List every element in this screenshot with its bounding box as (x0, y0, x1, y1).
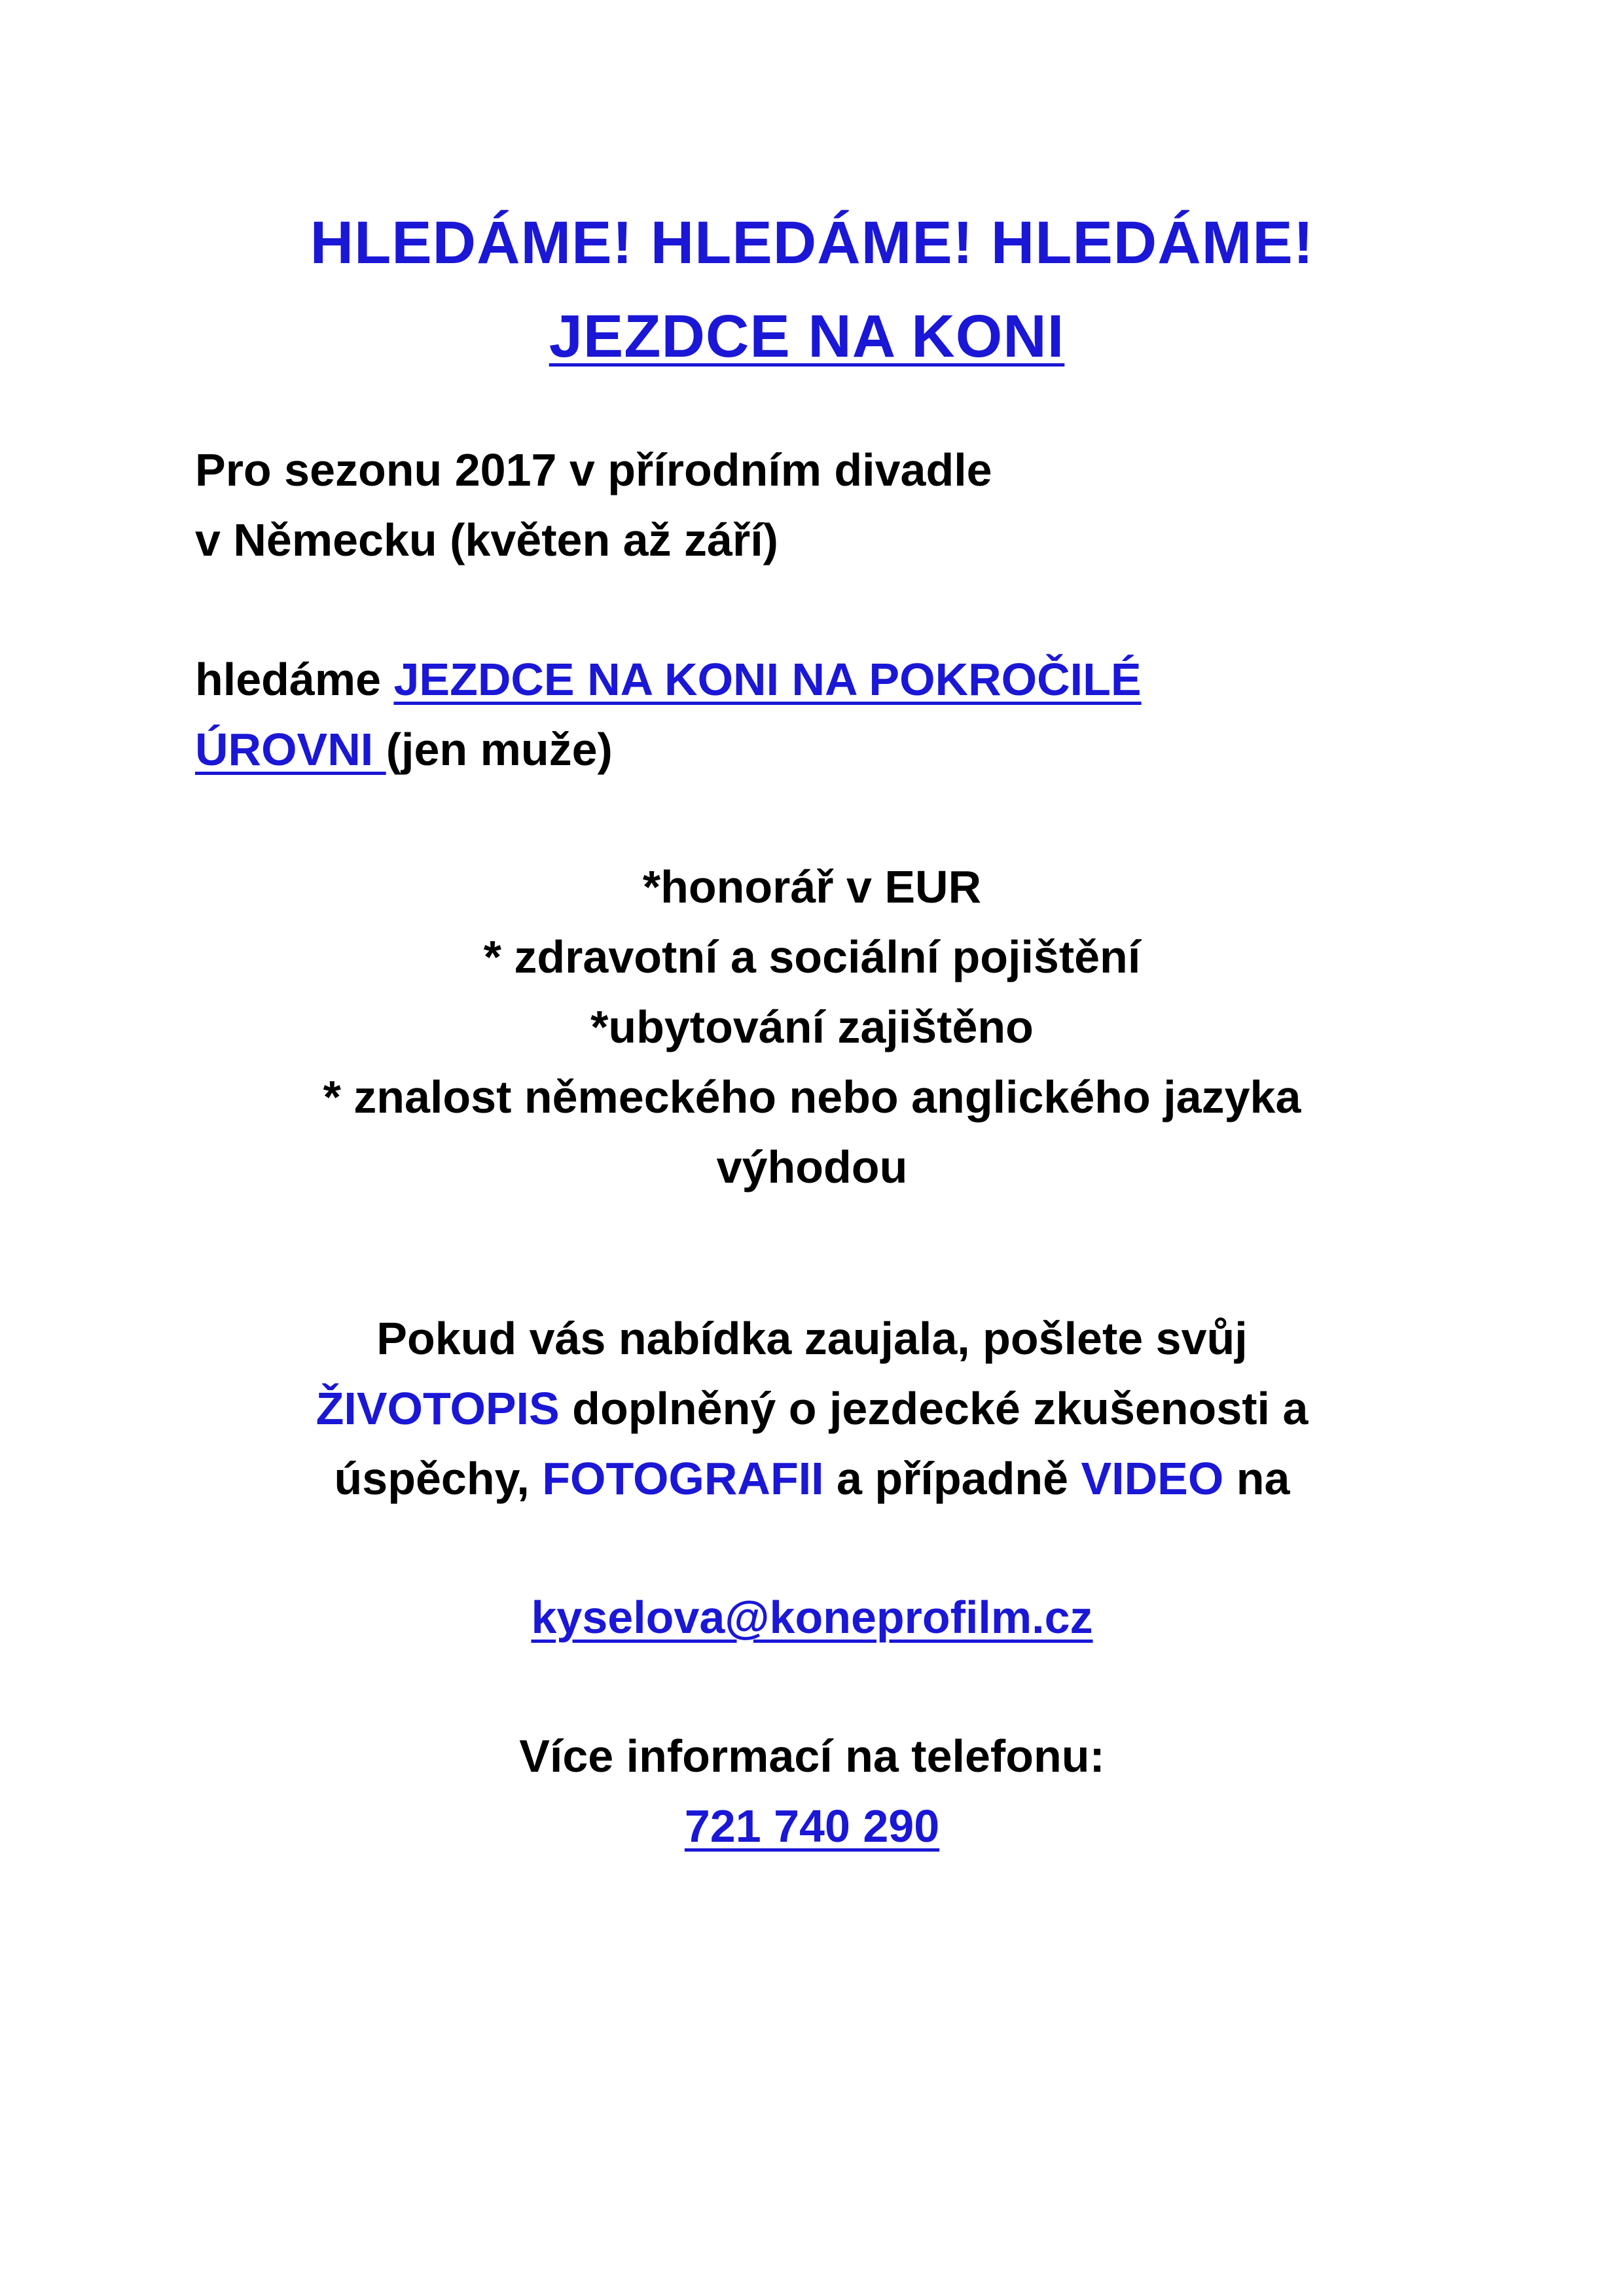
apply-line-3-end: na (1223, 1453, 1290, 1504)
seeking-line-1 (195, 654, 1142, 705)
photo-highlight: FOTOGRAFII (542, 1453, 824, 1504)
benefit-item: výhodou (716, 1141, 908, 1193)
benefit-item: * zdravotní a sociální pojištění (483, 931, 1141, 982)
phone-line (0, 1801, 1624, 1852)
apply-line-3-start: úspěchy, (334, 1453, 543, 1504)
apply-line-3-mid: a případně (823, 1453, 1081, 1504)
phone-link[interactable]: 721 740 290 (684, 1801, 940, 1852)
seeking-highlight-2[interactable]: ÚROVNI (195, 724, 386, 775)
intro-line-1: Pro sezonu 2017 v přírodním divadle (195, 444, 992, 495)
email-link[interactable]: kyselova@koneprofilm.cz (531, 1592, 1093, 1643)
benefit-item: *honorář v EUR (642, 861, 982, 912)
benefit-item: *ubytování zajištěno (590, 1001, 1034, 1052)
phone-label: Více informací na telefonu: (519, 1731, 1105, 1782)
intro-line-2: v Německu (květen až září) (195, 514, 778, 565)
seeking-highlight-1[interactable]: JEZDCE NA KONI NA POKROČILÉ (393, 654, 1142, 705)
apply-line-1: Pokud vás nabídka zaujala, pošlete svůj (376, 1313, 1248, 1364)
apply-line-3 (0, 1453, 1624, 1504)
subheadline-link[interactable]: JEZDCE NA KONI (549, 303, 1065, 370)
email-line (0, 1592, 1624, 1643)
benefit-item: * znalost německého nebo anglického jazyka (323, 1071, 1301, 1122)
seeking-line-2 (195, 724, 613, 775)
apply-line-2-rest: doplněný o jezdecké zkušenosti a (559, 1383, 1308, 1434)
video-highlight: VIDEO (1081, 1453, 1224, 1504)
seeking-prefix: hledáme (195, 654, 394, 705)
seeking-suffix: (jen muže) (386, 724, 613, 775)
apply-line-2 (0, 1383, 1624, 1434)
cv-highlight: ŽIVOTOPIS (316, 1383, 560, 1434)
headline: HLEDÁME! HLEDÁME! HLEDÁME! (310, 209, 1314, 276)
subheadline (0, 303, 1619, 370)
